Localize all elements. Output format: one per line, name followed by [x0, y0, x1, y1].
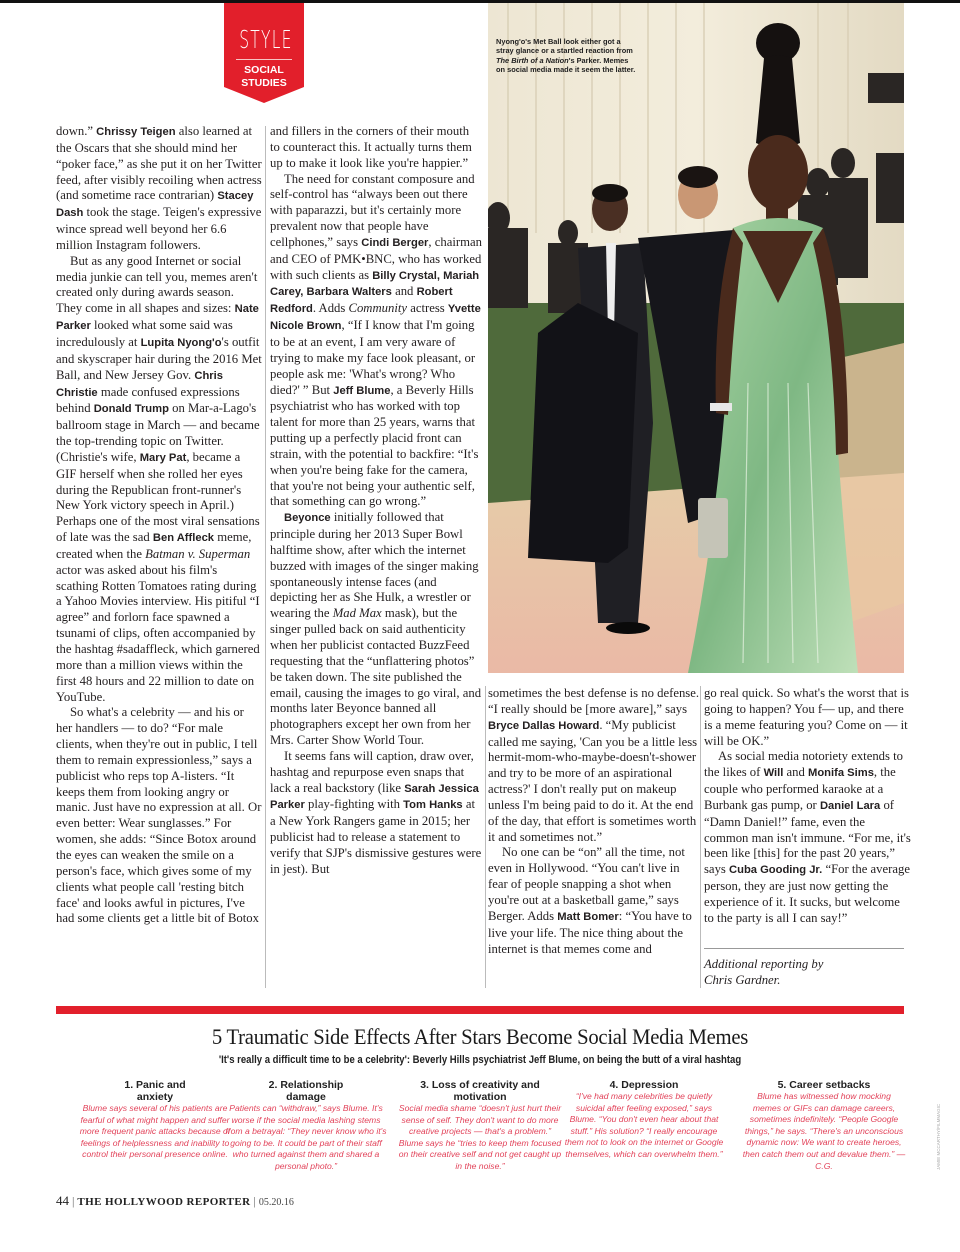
- sidebar-item: [742, 1079, 906, 1172]
- paragraph: go real quick. So what's the worst that is going to happen? You f— up, and there is a meme featuring you? Come on — it will be OK.”: [704, 686, 909, 748]
- column-divider: [700, 686, 701, 988]
- paragraph: No one can be “on” all the time, not even in Hollywood. “You can't live in fear of people snapping a shot when you're out at a basketball game,” says Berger. Adds Matt Bomer: “You have to live your life. The nice thing about the internet is that memes come and: [488, 845, 692, 956]
- sidebar-item-text: Blume has witnessed how mocking memes or GIFs can damage careers, sometimes indefinitely. “People Google things,” he says. “There's an unconscious dynamic now: We want to create heroes, then catch them out and devalue them.” — C.G.: [742, 1091, 906, 1171]
- article-column-3: [488, 686, 702, 957]
- sidebar-item-text: Blume says several of his patients are fearful of what might happen and suffer more frequent panic attacks because of feelings of helplessness and inability to control their personal presence online.: [79, 1103, 231, 1160]
- person-name: Monifa Sims: [808, 767, 874, 780]
- paragraph: It seems fans will caption, draw over, hashtag and repurpose even snaps that lack a real backstory (like Sarah Jessica Parker play-fighting with Tom Hanks at a New York Rangers game in 2015; her publicist had to release a statement to verify that SJP's dismissive gestures were in jest). But: [270, 748, 482, 876]
- person-name: Chrissy Teigen: [96, 126, 176, 138]
- sidebar-item: [224, 1079, 388, 1173]
- person-name: Stacey Dash: [56, 190, 254, 220]
- person-name: Beyonce: [284, 512, 331, 525]
- paragraph: As social media notoriety extends to the likes of Will and Monifa Sims, the couple who performed karaoke at a Burbank gas pump, or Daniel Lara of “Damn Daniel!” fame, even the common man isn't immune. “For me, it's been like [this] for the past 20 years,” says Cuba Gooding Jr. “For the average person, they are just now getting the experience of it. It sucks, but welcome to the party is all I can say!”: [704, 749, 911, 925]
- article-column-2: [270, 124, 482, 878]
- person-name: Sarah Jessica Parker: [270, 782, 479, 812]
- column-divider: [265, 126, 266, 988]
- sidebar-item-text: “I've had many celebrities be quietly suicidal after feeling exposed,” says Blume. “You don't even hear about that stuff.” His solution? “I really encourage them not to look on the internet or Google themselves, which can overwhelm them.”: [564, 1091, 724, 1159]
- person-name: Jeff Blume: [333, 384, 391, 397]
- person-name: Ben Affleck: [152, 532, 215, 545]
- caption-film-title: The Birth of a Nation: [496, 55, 569, 65]
- person-name: Chris Christie: [56, 369, 223, 399]
- person-name: Donald Trump: [93, 403, 169, 416]
- person-name: Will: [763, 767, 784, 780]
- column-divider: [485, 686, 486, 988]
- paragraph: and fillers in the corners of their mouth to counteract this. It actually turns them up to make it look like you're happier.”: [270, 124, 472, 170]
- paragraph: The need for constant composure and self-control has “always been out there with paparazzi, but it's certainly more prevalent now that people have cellphones,” says Cindi Berger, chairman and CEO of PMK•BNC, who has worked with such clients as Billy Crystal, Mariah Carey, Barbara Walters and Robert Redford. Adds Community actress Yvette Nicole Brown, “If I know that I'm going to be at an event, I am very aware of trying to make my face look pleasant, or people ask me: 'What's wrong? Who died?' ” But Jeff Blume, a Beverly Hills psychiatrist who has worked with top talent for more than 25 years, warns that putting up a perfectly placid front can strain, with the potential to backfire: “It's when you're being fake for the camera, that you're not being your authentic self, that something can go wrong.”: [270, 171, 482, 509]
- person-name: Matt Bomer: [557, 910, 619, 923]
- caption-text-end: 's Parker. Memes on social media made it seem the latter.: [496, 55, 636, 74]
- section-tab: [224, 3, 304, 103]
- paragraph: sometimes the best defense is no defense. “I really should be [more aware],” says Bryce Dallas Howard. “My publicist called me saying, 'Can you be a little less hermit-mom-who-maybe-doesn't-shower and try to be more of an aspirational actress?' I don't really put on makeup unless I'm being paid to do it. At the end of the day, that effort is sometimes worth it and sometimes not.”: [488, 686, 700, 844]
- person-name: Robert Redford: [270, 286, 453, 316]
- subsection-label: SOCIAL STUDIES: [241, 64, 287, 89]
- article-column-4: [704, 686, 912, 927]
- sidebar-item-title: 2. Relationship damage: [268, 1079, 344, 1103]
- sidebar-item-text: Patients can “withdraw,” says Blume. It's worse if the social media lashing stems from a betrayal: “They never know who it's going to be. It could be part of their staff who turned against them and shared a personal photo.”: [225, 1103, 387, 1171]
- footer-separator: |: [72, 1194, 75, 1208]
- show-title: Community: [348, 301, 408, 316]
- page-footer: [56, 1193, 294, 1209]
- person-name: Lupita Nyong'o: [140, 336, 222, 349]
- credit-divider: [704, 948, 904, 949]
- sidebar-item-title: 3. Loss of creativity and motivation: [420, 1079, 540, 1103]
- section-label: STYLE: [239, 25, 293, 54]
- caption-text: Nyong'o's Met Ball look either got a stray glance or a startled reaction from: [496, 37, 633, 56]
- person-name: Daniel Lara: [819, 799, 881, 812]
- publication-name: THE HOLLYWOOD REPORTER: [77, 1196, 251, 1208]
- person-name: Tom Hanks: [403, 799, 463, 812]
- person-name: Billy Crystal, Mariah Carey, Barbara Walters: [270, 269, 480, 299]
- paragraph: So what's a celebrity — and his or her handlers — to do? “For male clients, when they're out in public, I tell them to remain expressionless,” says a publicist who reps top A-listers. “It keeps them from looking angry or manic. Just have no expression at all. Or even better: Wear sunglasses.” For women, she adds: “Since Botox around the eyes can weaken the smile on a person's face, which gives some of my clients what people call 'resting bitch face' and looks awful in pictures, I've had some clients get a little bit of Botox: [56, 705, 262, 926]
- sidebar-title: 5 Traumatic Side Effects After Stars Become Social Media Memes: [211, 1024, 749, 1049]
- sidebar-item: [73, 1079, 237, 1161]
- photo-credit: JAMIE MCCARTHY/FILMMAGIC: [936, 1103, 941, 1170]
- person-name: Yvette Nicole Brown: [270, 303, 481, 333]
- issue-date: 05.20.16: [258, 1197, 294, 1208]
- paragraph: Beyonce initially followed that principle during her 2013 Super Bowl halftime show, after which the internet buzzed with images of the singer making spontaneously intense faces (and depicting her as She Hulk, a wrestler or wearing the Mad Max mask), but the singer pulled back on said authenticity when her publicist contacted BuzzFeed requesting that the “unflattering photos” be taken down. The site published the email, causing the images to go viral, and months later Beyonce banned all photographers except her own from her Mrs. Carter Show World Tour.: [270, 510, 482, 748]
- footer-separator: |: [253, 1194, 256, 1208]
- sidebar-item-title: 1. Panic and anxiety: [124, 1079, 186, 1103]
- met-ball-photo: [488, 3, 904, 673]
- page-number: 44: [56, 1193, 69, 1208]
- photo-caption: [496, 37, 636, 74]
- person-name: Nate Parker: [56, 303, 259, 333]
- sidebar-red-rule: [56, 1006, 904, 1014]
- sidebar-item-text: Social media shame “doesn't just hurt their sense of self. They don't want to do more creative projects — that's a problem.” Blume says he “tries to keep them focused on their creative self and not get caught up in the noise.”: [398, 1103, 562, 1171]
- person-name: Cuba Gooding Jr.: [729, 864, 823, 877]
- sidebar-subtitle: 'It's really a difficult time to be a celebrity': Beverly Hills psychiatrist Jeff Blume, on being the butt of a viral hashtag: [218, 1054, 742, 1066]
- article-column-1: [56, 124, 262, 927]
- paragraph: down.” Chrissy Teigen also learned at the Oscars that she should mind her “poker face,” as she put it on her Twitter feed, after visibly recoiling when actress (and sometime race contrarian) Stacey Dash took the stage. Teigen's expressive wince spread well beyond her 6.6 million Instagram followers.: [56, 124, 262, 252]
- person-name: Mary Pat: [139, 451, 187, 464]
- feature-photo: [488, 3, 904, 673]
- section-tab-divider: [236, 59, 292, 60]
- person-name: Cindi Berger: [361, 236, 429, 249]
- reporting-credit: Additional reporting by Chris Gardner.: [704, 957, 824, 987]
- sidebar-item-title: 4. Depression: [609, 1079, 679, 1091]
- film-title: Batman v. Superman: [145, 546, 251, 561]
- sidebar-item: [562, 1079, 726, 1161]
- sidebar-item: [398, 1079, 562, 1173]
- sidebar-item-title: 5. Career setbacks: [777, 1079, 871, 1091]
- person-name: Bryce Dallas Howard: [488, 719, 600, 732]
- paragraph: But as any good Internet or social media junkie can tell you, memes aren't created only during awards season. They come in all shapes and sizes: Nate Parker looked what some said was incredulously at Lupita Nyong'o's outfit and skyscraper hair during the 2016 Met Ball, and New Jersey Gov. Chris Christie made confused expressions behind Donald Trump on Mar-a-Lago's ballroom stage in March — and became the top-trending topic on Twitter. (Christie's wife, Mary Pat, became a GIF herself when she rolled her eyes during the Republican front-runner's New York victory speech in April.) Perhaps one of the most viral sensations of late was the sad Ben Affleck meme, created when the Batman v. Superman actor was asked about his film's scathing Rotten Tomatoes rating during a Yahoo Movies interview. His pitiful “I agree” and forlorn face spawned a tsunami of clips, often accompanied by the hashtag #sadaffleck, which garnered more than a million views within the first 48 hours and 22 million to date on YouTube.: [56, 253, 262, 704]
- film-title: Mad Max: [332, 606, 382, 621]
